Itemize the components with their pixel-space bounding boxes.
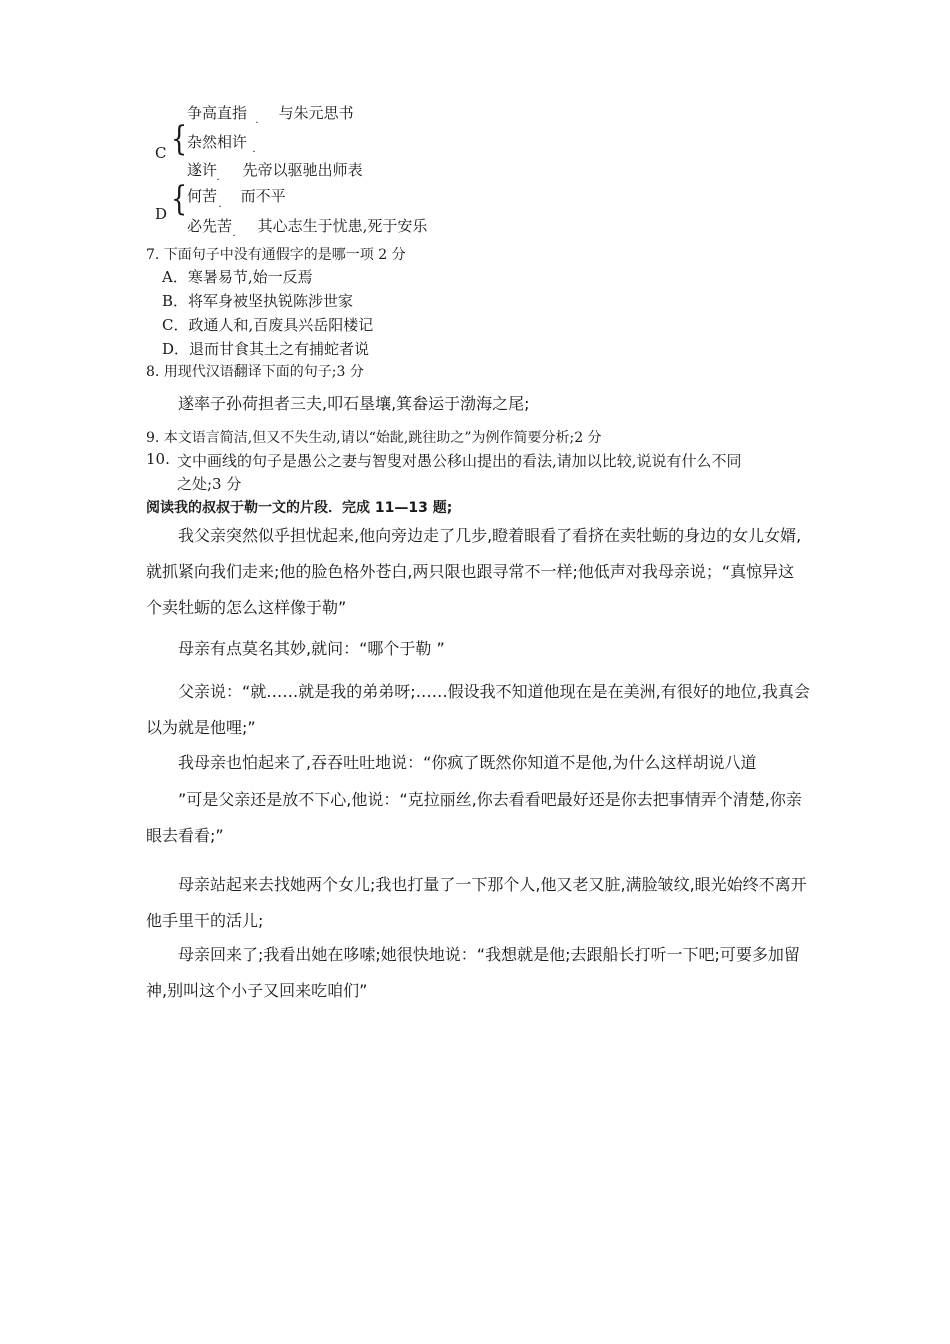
question-8-stem: 8. 用现代汉语翻译下面的句子;3 分 (146, 364, 364, 380)
passage-paragraph-4: 我母亲也怕起来了,吞吞吐吐地说：“你疯了既然你知道不是他,为什么这样胡说八道 (178, 753, 757, 772)
brace-d-icon: { (171, 179, 188, 219)
option-source: 而不平 (240, 187, 286, 205)
question-10-line-1: 文中画线的句子是愚公之妻与智叟对愚公移山提出的看法,请加以比较,说说有什么不同 (177, 452, 742, 470)
question-9-stem: 9. 本文语言简洁,但又不失生动,请以“始龀,跳往助之”为例作简要分析;2 分 (146, 430, 602, 446)
option-c-line-2 (187, 159, 363, 180)
passage-paragraph-5: ”可是父亲还是放不下心,他说：“克拉丽丝,你去看看吧最好还是你去把事情弄个清楚,你亲眼去看看;” (146, 790, 802, 845)
option-source: 其心志生于忧患,死于安乐 (257, 217, 428, 235)
question-10-line-2: 之处;3 分 (177, 475, 242, 493)
option-d-label: D (155, 205, 168, 223)
emphasis-dot: · (216, 172, 220, 186)
passage-paragraph-1: 我父亲突然似乎担忧起来,他向旁边走了几步,瞪着眼看了看挤在卖牡蛎的身边的女儿女婿,就抓紧向我们走来;他的脸色格外苍白,两只限也跟寻常不一样;他低声对我母亲说；“真惊异这个卖牡蛎的怎么这样像于勒” (146, 526, 802, 617)
question-10-number: 10. (146, 450, 170, 468)
option-line-1 (187, 102, 354, 123)
question-7-option-d: D．退而甘食其土之有捕蛇者说 (162, 340, 370, 358)
emphasis-dot: · (255, 115, 259, 129)
question-7-option-b: B．将军身被坚执锐陈涉世家 (162, 292, 354, 310)
question-7-option-a: A．寒暑易节,始一反焉 (162, 268, 313, 286)
option-phrase: 遂许 (187, 161, 218, 179)
option-source: 与朱元思书 (278, 104, 354, 122)
option-phrase: 争高直指 (187, 104, 248, 122)
option-c-line-1: 杂然相许 (187, 133, 248, 151)
option-phrase: 何苦 (187, 187, 218, 205)
option-d-line-1 (187, 185, 286, 206)
emphasis-dot: · (218, 199, 222, 213)
emphasis-dot: · (232, 228, 236, 242)
reading-heading: 阅读我的叔叔于勒一文的片段．完成 11—13 题; (146, 500, 453, 516)
passage-paragraph-6: 母亲站起来去找她两个女儿;我也打量了一下那个人,他又老又脏,满脸皱纹,眼光始终不离开他手里干的活儿; (146, 875, 807, 930)
question-7-option-c: C．政通人和,百废具兴岳阳楼记 (162, 316, 374, 334)
passage-paragraph-7: 母亲回来了;我看出她在哆嗦;她很快地说：“我想就是他;去跟船长打听一下吧;可要多加留神,别叫这个小子又回来吃咱们” (146, 945, 800, 1000)
question-8-sentence: 遂率子孙荷担者三夫,叩石垦壤,箕畚运于渤海之尾; (178, 394, 530, 413)
passage-paragraph-3: 父亲说：“就……就是我的弟弟呀;……假设我不知道他现在是在美洲,有很好的地位,我真会以为就是他哩;” (146, 682, 810, 737)
option-c-label: C (155, 144, 167, 162)
emphasis-dot: · (252, 144, 256, 158)
option-d-line-2 (187, 215, 427, 236)
question-7-stem: 7. 下面句子中没有通假字的是哪一项 2 分 (146, 247, 406, 263)
option-source: 先帝以驱驰出师表 (242, 161, 363, 179)
passage-paragraph-2: 母亲有点莫名其妙,就问：“哪个于勒 ” (178, 639, 445, 658)
brace-c-icon: { (171, 119, 188, 159)
option-phrase: 必先苦 (187, 217, 233, 235)
